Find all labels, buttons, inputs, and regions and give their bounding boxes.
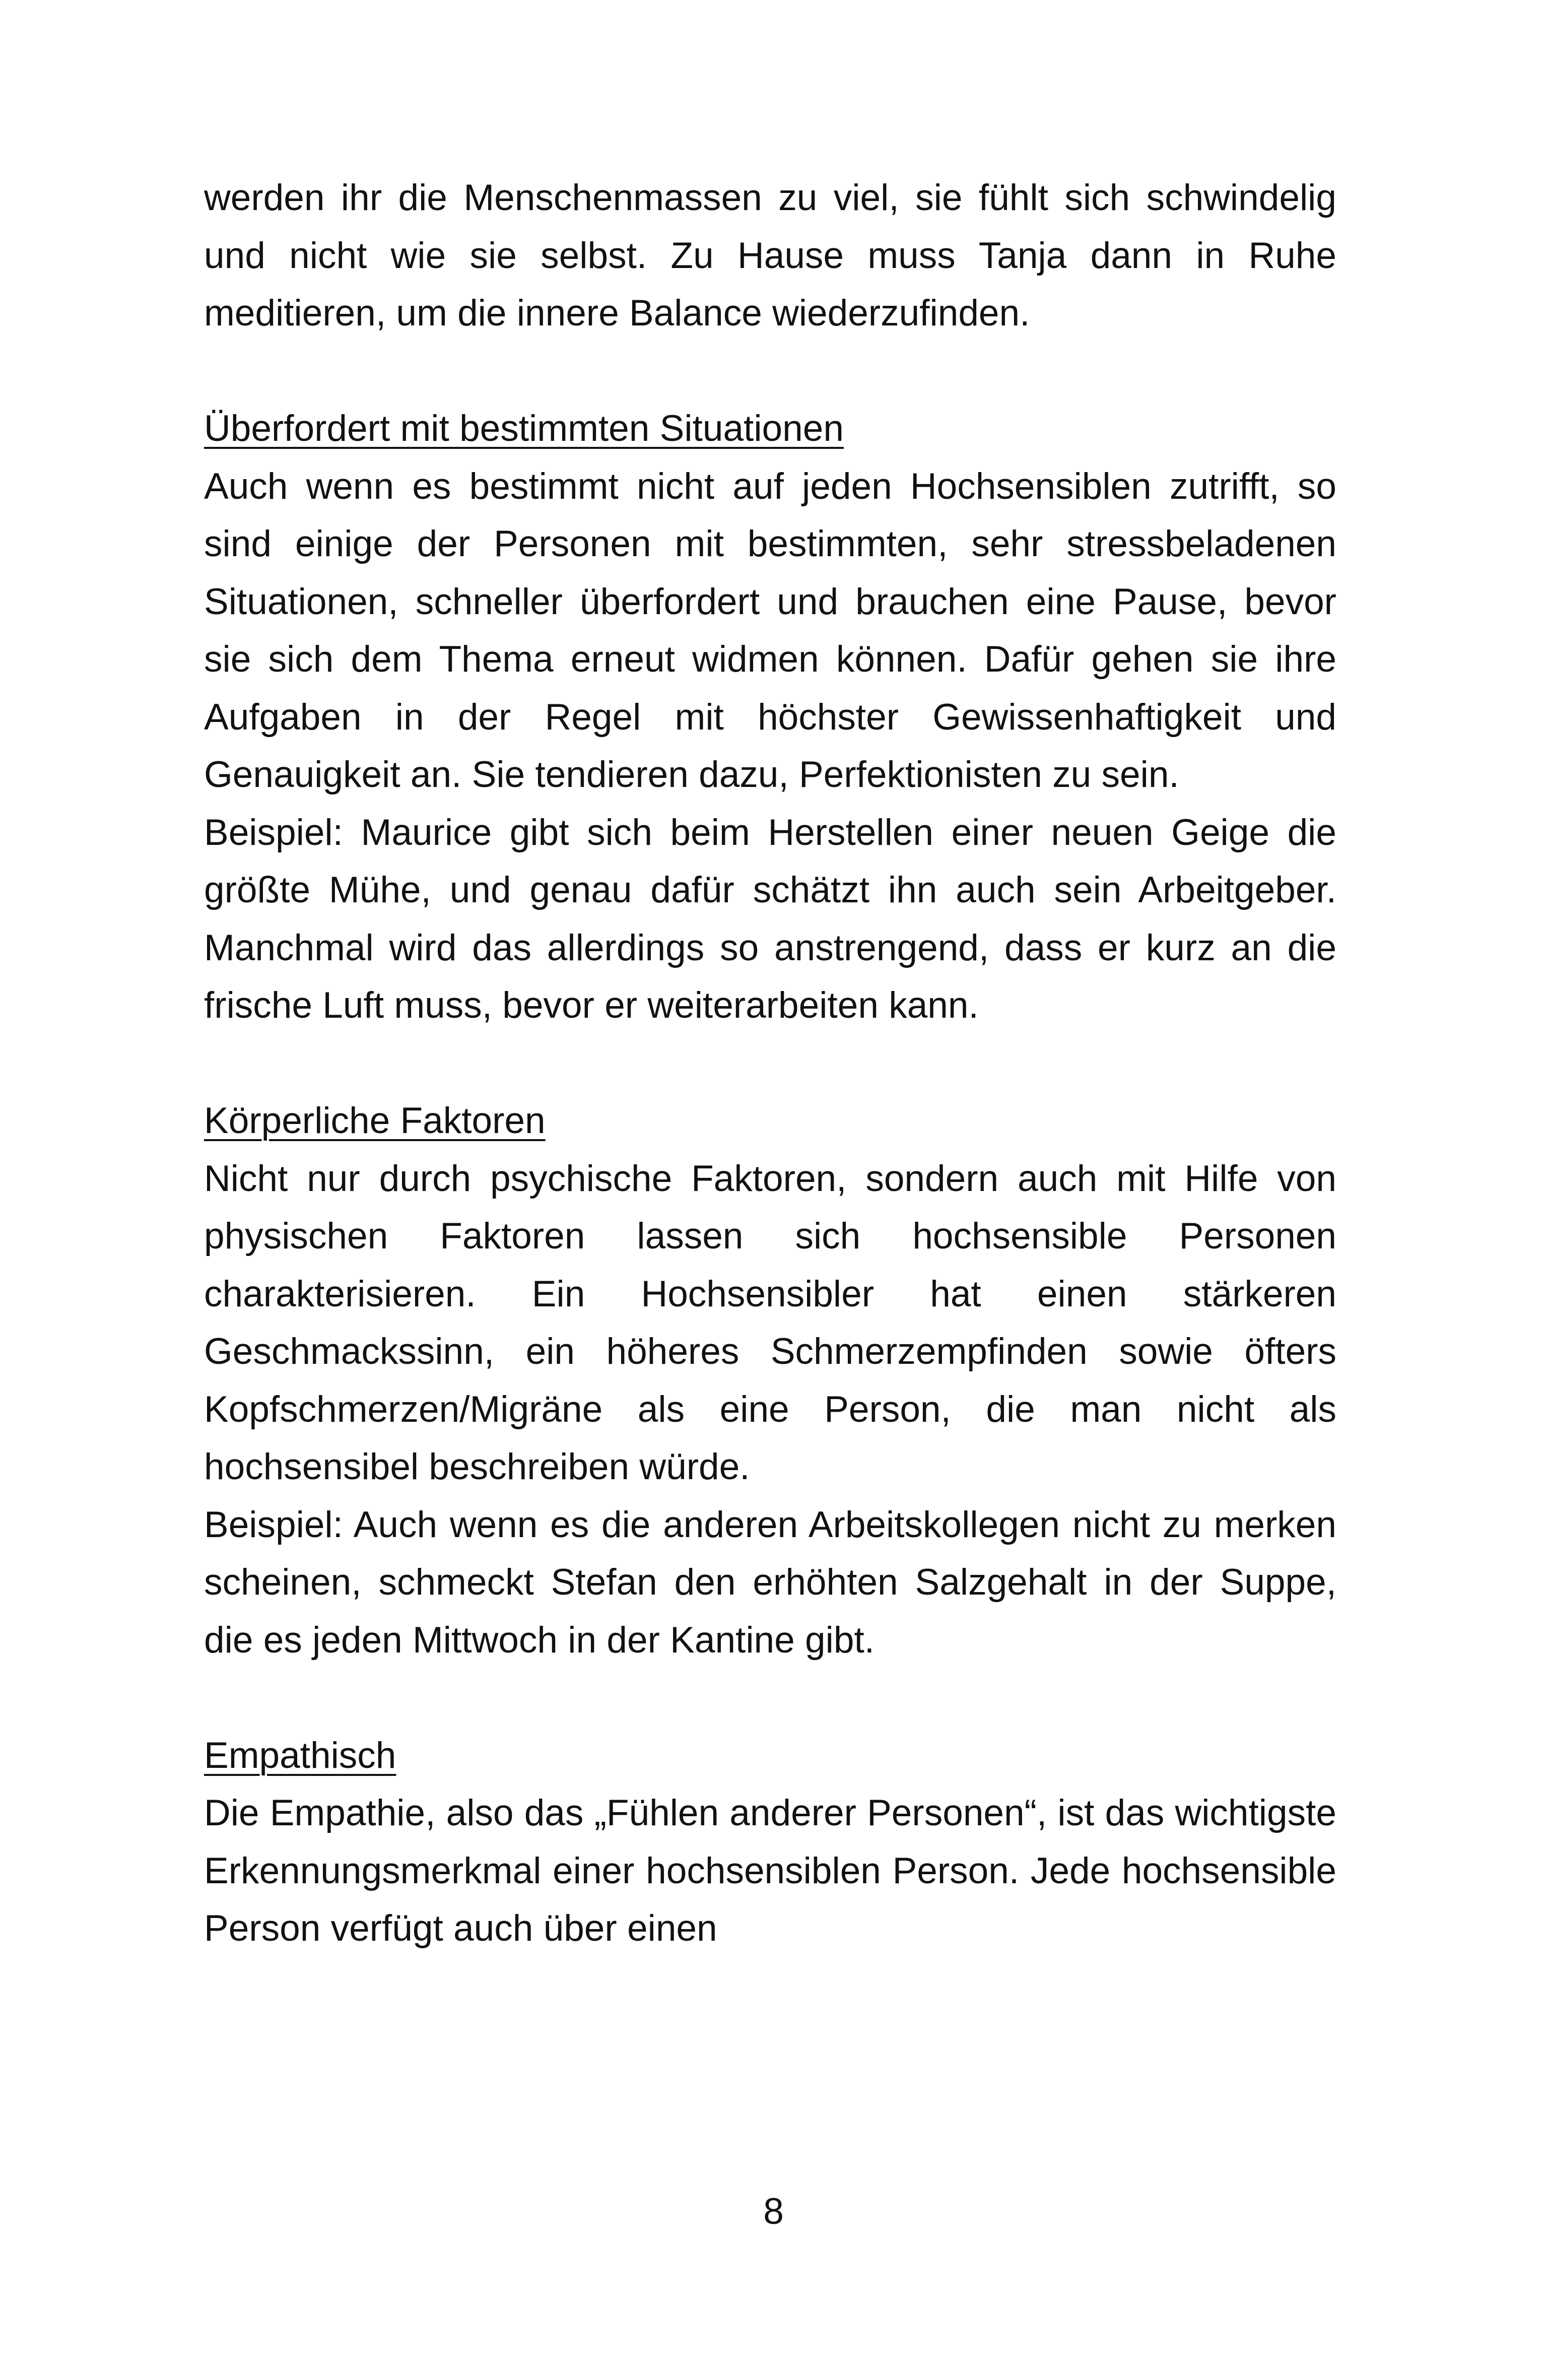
page-number: 8 <box>763 2191 784 2232</box>
paragraph-gap <box>204 343 1336 401</box>
section-heading-koerperliche-faktoren: Körperliche Faktoren <box>204 1100 546 1141</box>
section-example-ueberfordert: Beispiel: Maurice gibt sich beim Herstellen einer neuen Geige die größte Mühe, und genau dafür schätzt ihn auch sein Arbeitgeber. Manchmal wird das allerdings so anstrengend, dass er kurz an die frische Luft muss, bevor er weiterarbeiten kann. <box>204 812 1336 1026</box>
paragraph-gap <box>204 1035 1336 1093</box>
intro-paragraph: werden ihr die Menschenmassen zu viel, sie fühlt sich schwindelig und nicht wie sie selbst. Zu Hause muss Tanja dann in Ruhe meditieren, um die innere Balance wiederzufinden. <box>204 177 1336 334</box>
section-body-koerperliche-faktoren: Nicht nur durch psychische Faktoren, sondern auch mit Hilfe von physischen Faktoren lassen sich hochsensible Personen charakterisieren. Ein Hochsensibler hat einen stärkeren Geschmackssinn, ein höheres Schmerzempfinden sowie öfters Kopfschmerzen/Migräne als eine Person, die man nicht als hochsensibel beschreiben würde. <box>204 1158 1336 1487</box>
section-body-empathisch: Die Empathie, also das „Fühlen anderer Personen“, ist das wichtigste Erkennungsmerkmal einer hochsensiblen Person. Jede hochsensible Person verfügt auch über einen <box>204 1793 1336 1949</box>
section-body-ueberfordert: Auch wenn es bestimmt nicht auf jeden Hochsensiblen zutrifft, so sind einige der Personen mit bestimmten, sehr stressbeladenen Situationen, schneller überfordert und brauchen eine Pause, bevor sie sich dem Thema erneut widmen können. Dafür gehen sie ihre Aufgaben in der Regel mit höchster Gewissenhaftigkeit und Genauigkeit an. Sie tendieren dazu, Perfektionisten zu sein. <box>204 466 1336 795</box>
section-heading-empathisch: Empathisch <box>204 1735 396 1776</box>
text-column <box>204 169 1336 1958</box>
section-example-koerperliche-faktoren: Beispiel: Auch wenn es die anderen Arbeitskollegen nicht zu merken scheinen, schmeckt Stefan den erhöhten Salzgehalt in der Suppe, die es jeden Mittwoch in der Kantine gibt. <box>204 1504 1336 1661</box>
paragraph-gap <box>204 1669 1336 1727</box>
section-heading-ueberfordert: Überfordert mit bestimmten Situationen <box>204 408 844 449</box>
